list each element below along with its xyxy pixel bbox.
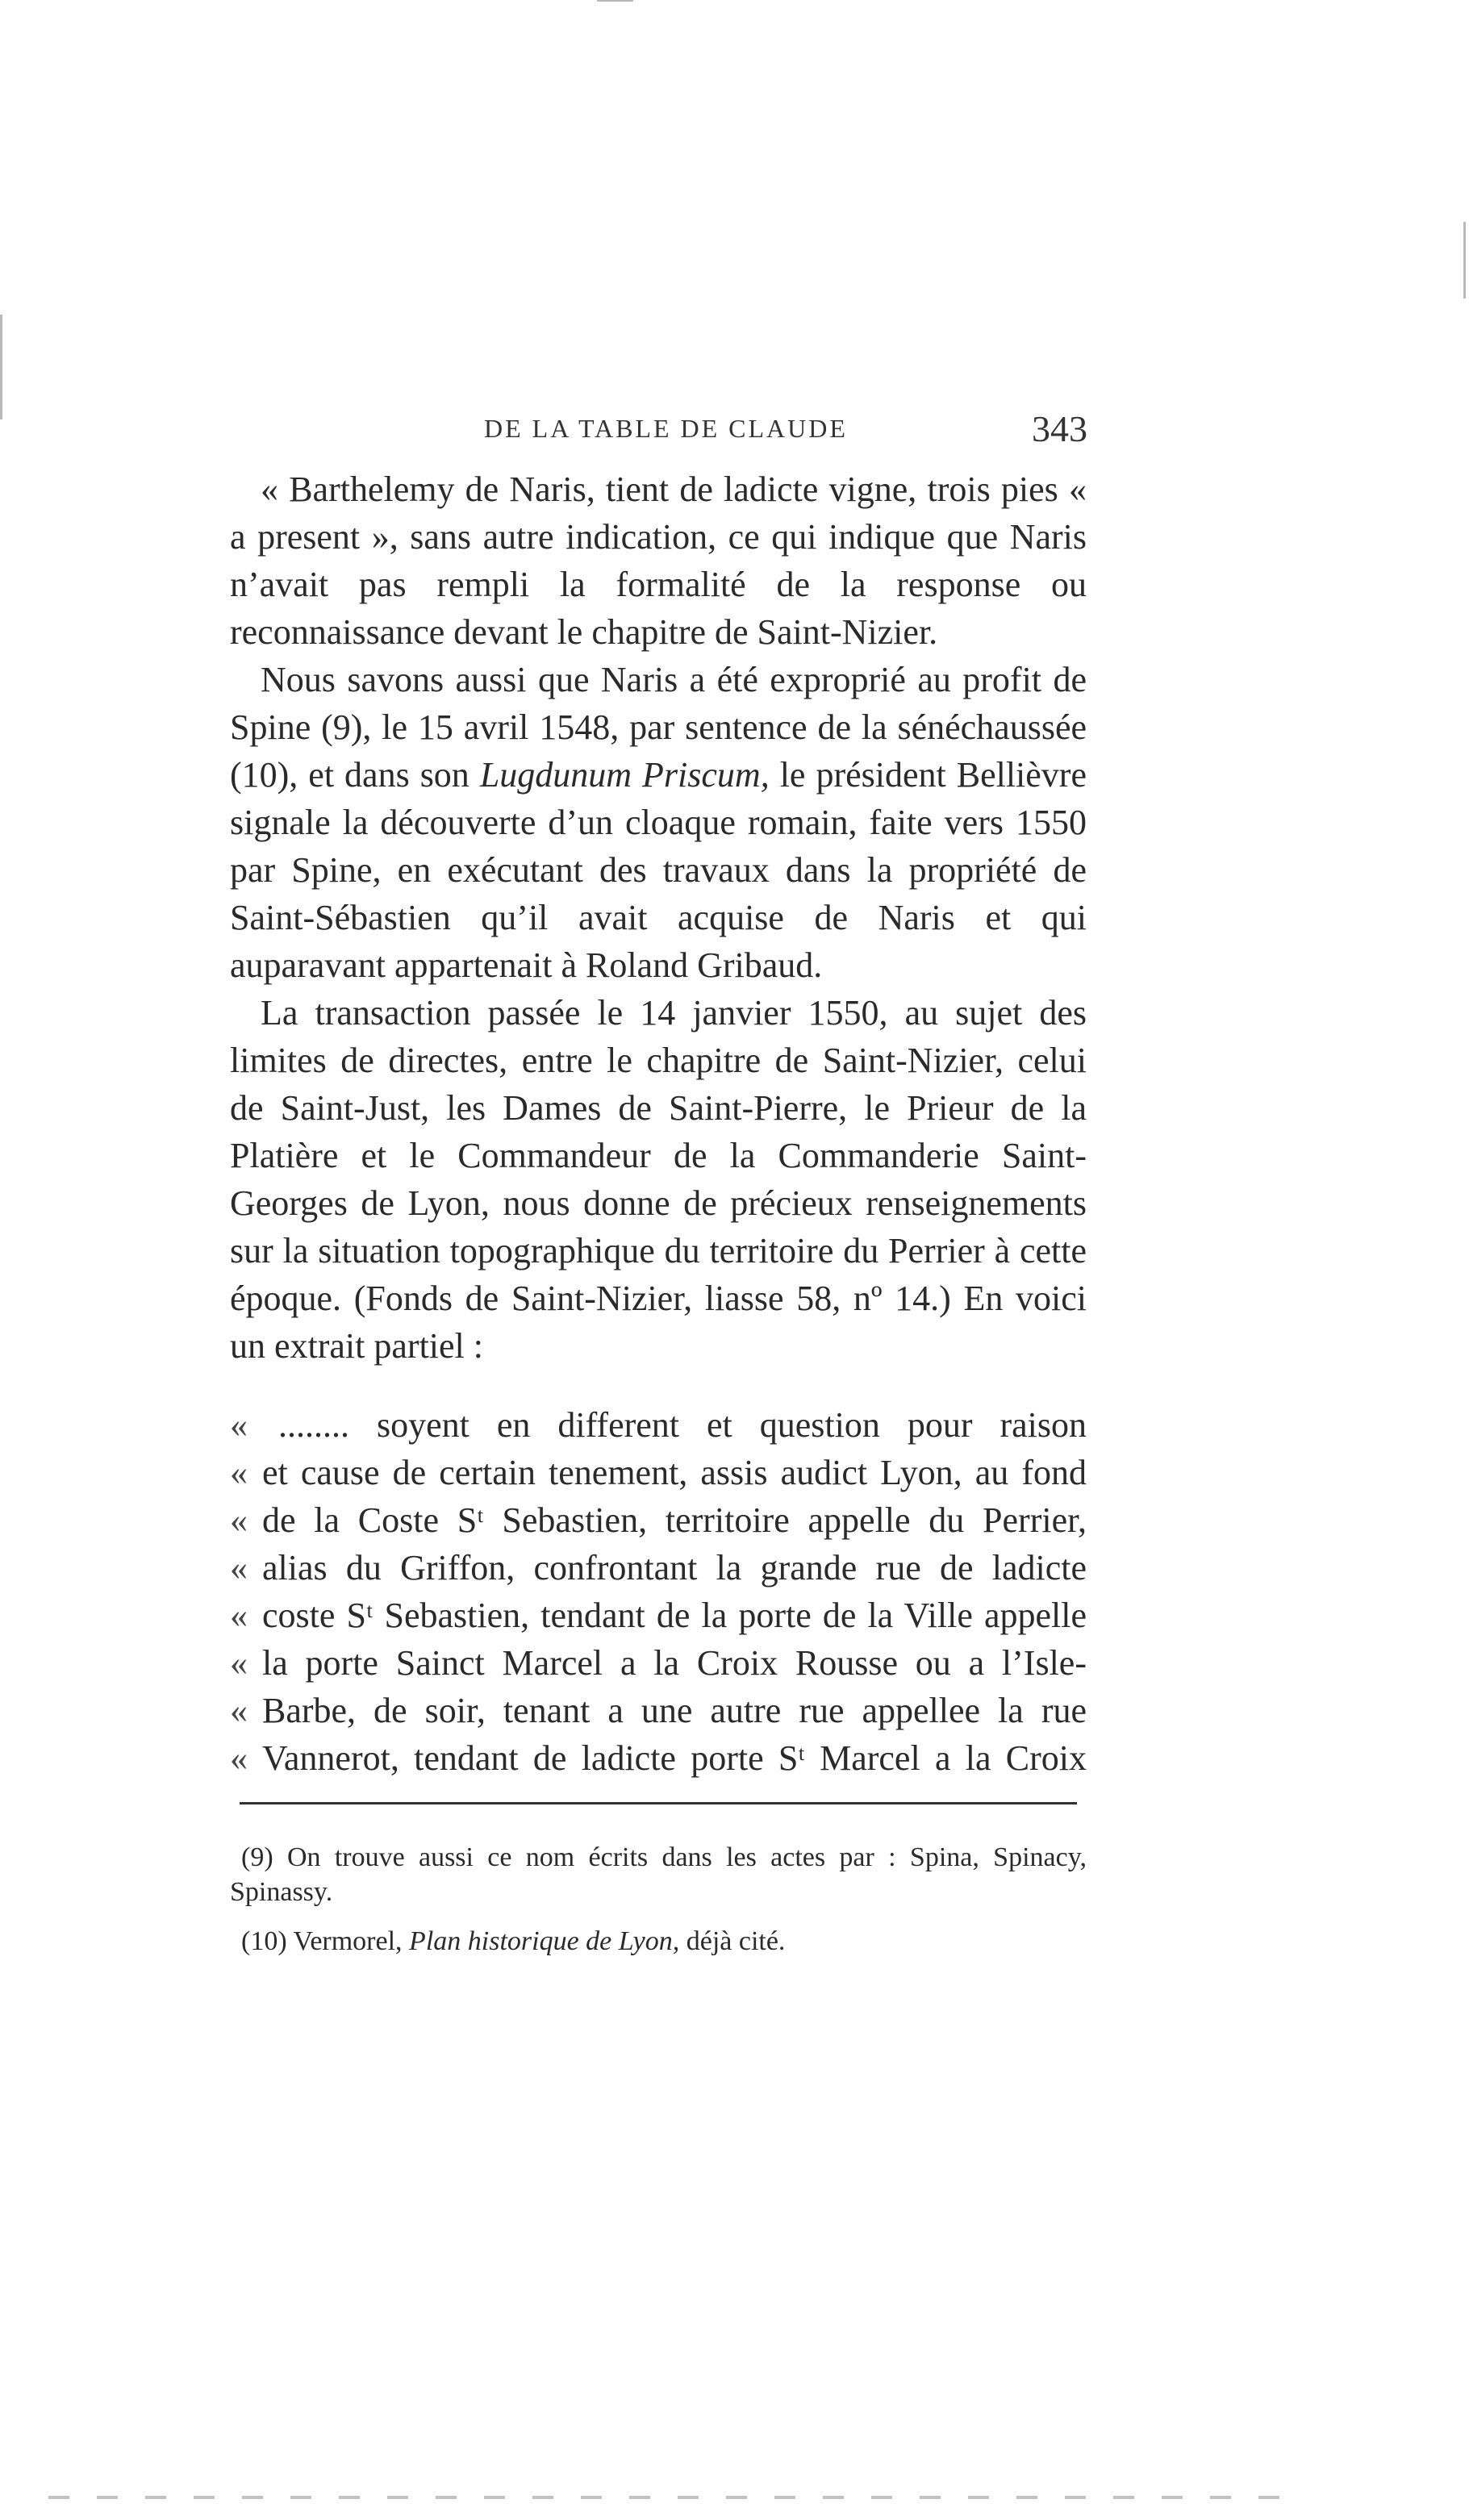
quote-line [230,1734,1087,1782]
quote-line [230,1544,1087,1592]
page-header [484,407,1113,464]
quote-line-text: Barbe, de soir, tenant a une autre rue appellee la rue [262,1691,1087,1730]
quote-mark: « [230,1453,248,1492]
footnote: (9) On trouve aussi ce nom écrits dans les actes par : Spina, Spinacy, Spinassy. [230,1842,1087,1907]
scan-edge-mark-right [1463,222,1466,298]
footnote-text: déjà cité. [679,1926,786,1956]
quote-line-text: coste Sᵗ Sebastien, tendant de la porte de la Ville appelle [262,1596,1087,1635]
quote-line [230,1496,1087,1544]
paragraph: « Barthelemy de Naris, tient de ladicte vigne, trois pies « a present », sans autre indication, ce qui indique que Naris n’avait pas rempli la formalité de la response ou reconnaissance devant le chapitre de Saint-Nizier. [230,469,1087,652]
cited-work-title: Plan historique de Lyon, [409,1926,680,1956]
quote-line-text: de la Coste Sᵗ Sebastien, territoire appelle du Perrier, [262,1500,1087,1540]
quote-mark: « [230,1500,248,1540]
quote-mark: « [230,1738,248,1778]
footnote-divider [240,1802,1077,1804]
quote-mark: « [230,1596,248,1635]
quote-line [230,1592,1087,1639]
main-text [230,465,1087,1370]
quote-line-text: alias du Griffon, confrontant la grande rue de ladicte [262,1548,1087,1588]
paragraph: La transaction passée le 14 janvier 1550, au sujet des limites de directes, entre le chapitre de Saint-Nizier, celui de Saint-Just, les Dames de Saint-Pierre, le Prieur de la Platière et le Commandeur de la Commanderie Saint-Georges de Lyon, nous donne de précieux renseignements sur la situation topographique du territoire du Perrier à cette époque. (Fonds de Saint-Nizier, liasse 58, nº 14.) En voici un extrait partiel : [230,993,1087,1366]
page-number: 343 [1032,408,1087,449]
quote-line-text: la porte Sainct Marcel a la Croix Rousse ou a l’Isle- [262,1643,1087,1683]
book-title: Lugdunum Priscum, [479,755,770,795]
quote-line-text: et cause de certain tenement, assis audict Lyon, au fond [262,1453,1087,1492]
quoted-extract [230,1401,1087,1782]
scan-bottom-artifact [48,2496,1307,2499]
quote-mark: « [230,1548,248,1588]
quote-line-text: Vannerot, tendant de ladicte porte Sᵗ Marcel a la Croix [262,1738,1087,1778]
paragraph-text: le président Bellièvre signale la découverte d’un cloaque romain, faite vers 1550 par Spine, en exécutant des travaux dans la propriété de Saint-Sébastien qu’il avait acquise de Naris et qui auparavant appartenait à Roland Gribaud. [230,755,1087,985]
running-title: DE LA TABLE DE CLAUDE [484,414,848,443]
footnote [230,1924,1087,1959]
scan-edge-mark-top [597,0,633,2]
quote-mark: « [230,1405,248,1445]
quote-line [230,1449,1087,1496]
quote-mark: « [230,1691,248,1730]
paragraph [230,656,1087,989]
footnotes [230,1840,1087,1973]
scan-edge-mark-left [0,315,2,419]
paragraph-text: Nous savons aussi que Naris a été exproprié au profit de Spine (9), le 15 avril 1548, par sentence de la sénéchaussée (10), et dans son [230,660,1087,795]
footnote-text: (10) Vermorel, [241,1926,410,1956]
quote-mark: « [230,1643,248,1683]
quote-line [230,1687,1087,1734]
quote-line [230,1639,1087,1687]
quote-line-text: ........ soyent en different et question pour raison [278,1405,1087,1445]
quote-line [230,1401,1087,1449]
